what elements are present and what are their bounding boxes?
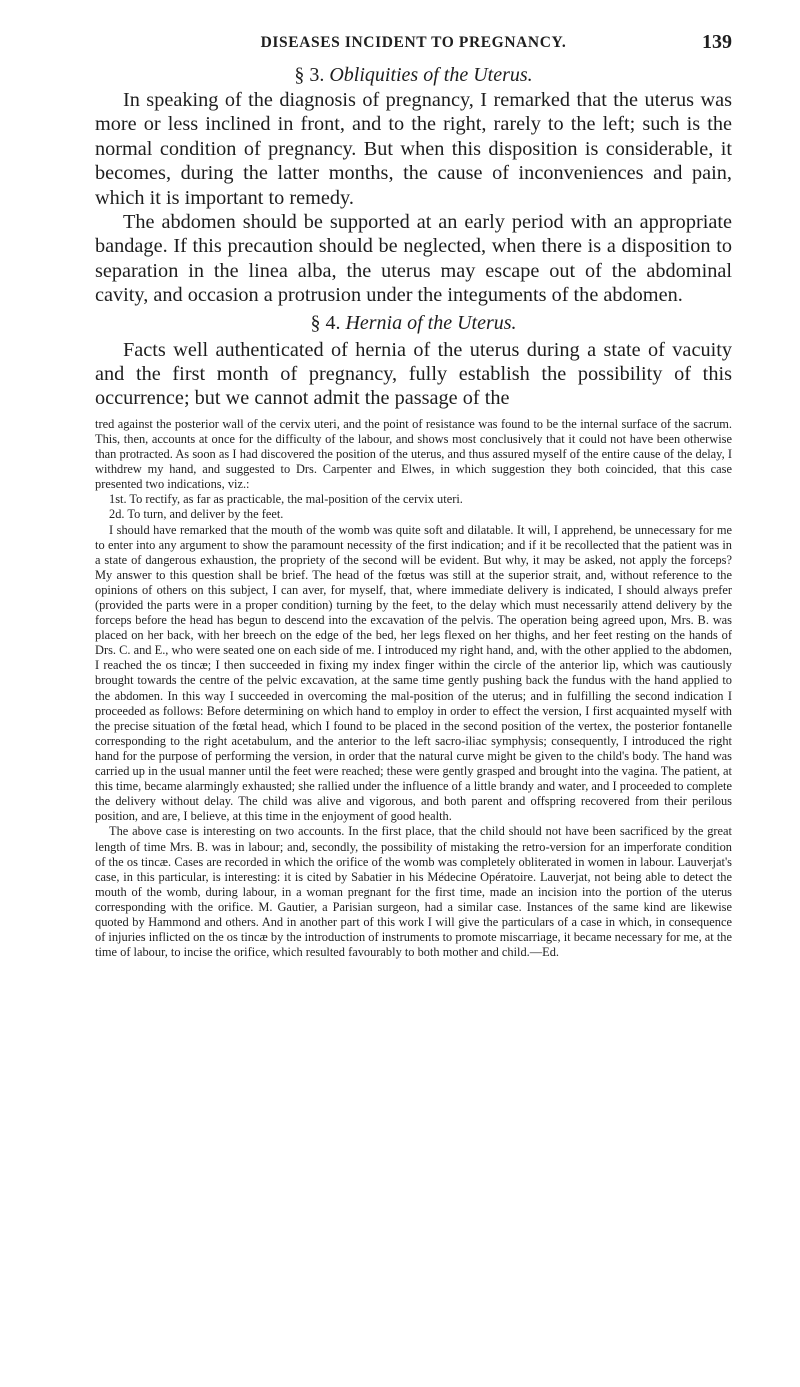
section-number: § 4.	[310, 311, 341, 334]
section-title: Obliquities of the Uterus.	[329, 64, 533, 86]
commentary-text: The above case is interesting on two accounts. In the first place, that the child should not have been sacrificed by the great length of time Mrs. B. was in labour; and, secondly, the possibility of mistaking the retro-version for an imperforate condition of the os tincæ. Cases are recorded in which the orifice of the womb was completely obliterated in women in labour. Lauverjat's case, in this particular, is interesting: it is cited by Sabatier in his Médecine Opératoire. Lauverjat, not being able to detect the mouth of the womb, during labour, in a woman pregnant for the first time, made an incision into the portion of the uterus corresponding with the orifice. M. Gautier, a Parisian surgeon, had a similar case. Instances of the same kind are likewise quoted by Hammond and others. And in another part of this work I will give the particulars of a case in which, in consequence of injuries inflicted on the os tincæ by the introduction of instruments to promote miscarriage, it became necessary for me, at the time of labour, to incise the orifice, which resulted favourably to both mother and child.—	[95, 824, 732, 960]
footnote-indication-1: 1st. To rectify, as far as practicable, the mal-position of the cervix uteri.	[109, 492, 463, 507]
running-title: DISEASES INCIDENT TO PREGNANCY.	[260, 34, 567, 51]
section-heading-obliquities	[95, 62, 732, 88]
paragraph-diagnosis: In speaking of the diagnosis of pregnancy, I remarked that the uterus was more or less inclined in front, and to the right, rarely to the left; such is the normal condition of pregnancy. But when this disposition is considerable, it becomes, during the latter months, the cause of inconveniences and pain, which it is important to remedy.	[95, 89, 732, 209]
running-header	[95, 31, 732, 58]
paragraph-abdomen-bandage: The abdomen should be supported at an early period with an appropriate bandage. If this precaution should be neglected, when there is a disposition to separation in the linea alba, the uterus may escape out of the abdominal cavity, and occasion a protrusion under the integuments of the abdomen.	[95, 211, 732, 307]
footnote-paragraph-commentary	[95, 824, 732, 960]
section-title: Hernia of the Uterus.	[345, 311, 517, 334]
footnote-block	[95, 417, 732, 960]
page-number: 139	[702, 31, 732, 53]
section-heading-hernia	[95, 310, 732, 336]
page-body	[95, 62, 732, 960]
footnote-paragraph-case: I should have remarked that the mouth of the womb was quite soft and dilatable. It will, I apprehend, be unnecessary for me to enter into any argument to show the paramount necessity of the first indication; and if it be recollected that the patient was in a state of dangerous exhaustion, the propriety of the second will be evident. But why, it may be asked, not apply the forceps? My answer to this question shall be brief. The head of the fœtus was still at the superior strait, and, without reference to the opinions of others on this subject, I can aver, for myself, that, where immediate delivery is indicated, I should always prefer (provided the parts were in a proper condition) turning by the feet, to the delay which must necessarily attend delivery by the forceps before the head has begun to descend into the excavation of the pelvis. The operation being agreed upon, Mrs. B. was placed on her back, with her breech on the edge of the bed, her legs flexed on her thighs, and her feet resting on the hands of Drs. C. and E., who were seated one on each side of me. I introduced my right hand, and, with the other applied to the abdomen, I reached the os tincæ; I then succeeded in fixing my index finger within the circle of the anterior lip, which was cautiously brought towards the centre of the pelvic excavation, at the same time gently pushing back the fundus with the hand applied to the abdomen. In this way I succeeded in overcoming the mal-position of the uterus; and in fulfilling the second indication I proceeded as follows: Before determining on which hand to employ in order to effect the version, I first acquainted myself with the precise situation of the fœtal head, which I found to be placed in the second position of the vertex, the posterior fontanelle corresponding to the right acetabulum, and the anterior to the left sacro-iliac symphysis; consequently, I introduced the right hand for the purpose of performing the version, in order that the natural curve might be given to the child's body. The hand was carried up in the usual manner until the feet were reached; these were gently grasped and brought into the vagina. The patient, at this time, became alarmingly exhausted; she rallied under the influence of a little brandy and water, and I proceeded to complete the delivery without delay. The child was alive and vigorous, and both parent and offspring recovered from their perilous position, and are, I believe, at this time in the enjoyment of good health.	[95, 522, 732, 824]
section-number: § 3.	[294, 64, 325, 86]
paragraph-hernia-facts: Facts well authenticated of hernia of the uterus during a state of vacuity and the first month of pregnancy, fully establish the possibility of this occurrence; but we cannot admit the passage of the	[95, 338, 732, 410]
footnote-continuation: tred against the posterior wall of the cervix uteri, and the point of resistance was found to be the internal surface of the sacrum. This, then, accounts at once for the difficulty of the labour, and shows most conclusively that it could not have been otherwise than protracted. As soon as I had discovered the position of the uterus, and thus assured myself of the entire cause of the delay, I withdrew my hand, and suggested to Drs. Carpenter and Elwes, in which suggestion they both coincided, that this case presented two indications, viz.:	[95, 416, 732, 492]
editor-signature: Ed.	[542, 945, 560, 960]
footnote-indication-2: 2d. To turn, and deliver by the feet.	[109, 507, 284, 522]
